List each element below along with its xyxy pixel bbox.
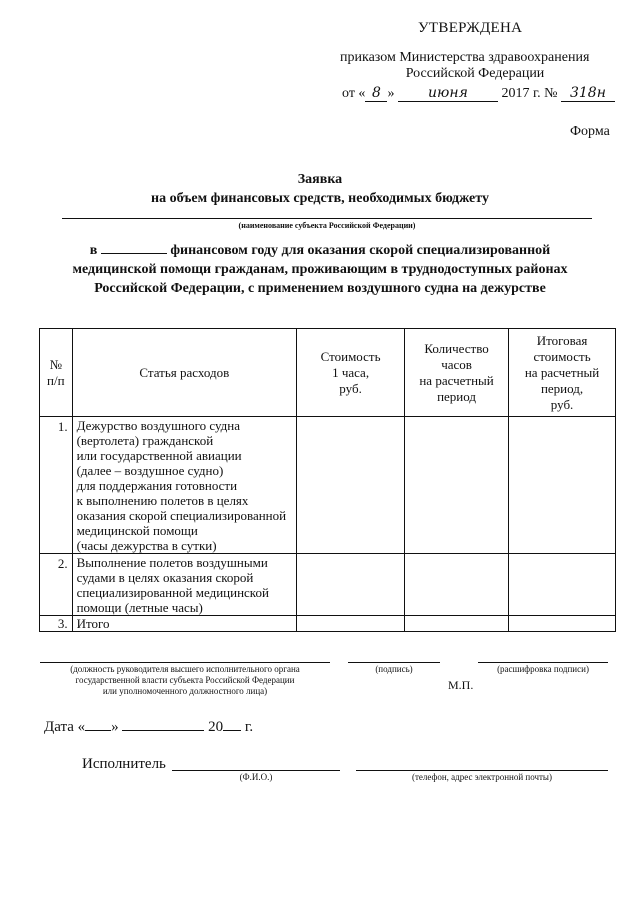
order-prefix: от « — [342, 86, 366, 101]
row-total-cell[interactable] — [509, 417, 616, 554]
order-number: 318н — [561, 86, 615, 102]
row-cost-cell[interactable] — [297, 616, 405, 632]
row-hours-cell[interactable] — [405, 554, 509, 616]
executor-contact-caption: (телефон, адрес электронной почты) — [412, 772, 552, 782]
paragraph-line-1: финансовом году для оказания скорой специализированной — [170, 243, 551, 258]
decoding-caption: (расшифровка подписи) — [497, 664, 589, 674]
position-line[interactable] — [40, 662, 330, 663]
order-date-line — [342, 86, 615, 102]
header-total: Итоговая стоимость на расчетный период, руб. — [509, 329, 616, 417]
executor-fio-caption: (Ф.И.О.) — [239, 772, 273, 782]
subject-name-caption: (наименование субъекта Российской Федерации) — [238, 221, 416, 230]
approved-label: УТВЕРЖДЕНА — [418, 20, 523, 36]
executor-contact-line[interactable] — [356, 770, 608, 771]
signature-caption: (подпись) — [375, 664, 413, 674]
order-line-2: Российской Федерации — [405, 66, 545, 81]
row-num: 3. — [40, 616, 73, 632]
stamp-place: М.П. — [448, 678, 474, 692]
row-num: 1. — [40, 417, 73, 554]
paragraph-line-2: медицинской помощи гражданам, проживающим в труднодоступных районах — [72, 262, 568, 277]
signature-line[interactable] — [348, 662, 440, 663]
table-row — [40, 554, 616, 616]
executor-label: Исполнитель — [82, 756, 166, 772]
table-row — [40, 417, 616, 554]
executor-fio-line[interactable] — [172, 770, 340, 771]
document-title: Заявка — [297, 172, 343, 187]
date-suffix: г. — [244, 719, 254, 735]
year-blank[interactable] — [101, 240, 167, 254]
order-mid: » — [387, 86, 395, 101]
paragraph-line-3: Российской Федерации, с применением воздушного судна на дежурстве — [94, 281, 546, 296]
subject-name-line — [62, 218, 592, 219]
form-label: Форма — [570, 124, 610, 139]
row-hours-cell[interactable] — [405, 616, 509, 632]
row-item: Выполнение полетов воздушными судами в целях оказания скорой специализированной медицинской помощи (летные часы) — [72, 554, 297, 616]
table-header-row — [40, 329, 616, 417]
order-day: 8 — [365, 86, 387, 102]
row-total-cell[interactable] — [509, 554, 616, 616]
row-hours-cell[interactable] — [405, 417, 509, 554]
table-row — [40, 616, 616, 632]
date-line — [44, 718, 253, 736]
decoding-line[interactable] — [478, 662, 608, 663]
request-description — [40, 240, 600, 298]
header-item: Статья расходов — [72, 329, 297, 417]
expense-table — [39, 328, 616, 632]
year-prefix: в — [89, 243, 98, 258]
order-month: июня — [398, 86, 498, 102]
row-num: 2. — [40, 554, 73, 616]
order-year: 2017 г. № — [501, 86, 558, 101]
position-caption: (должность руководителя высшего исполнительного органа государственной власти субъекта Российской Федерации или уполномоченного должностного лица) — [70, 664, 300, 696]
date-label: Дата « — [44, 719, 86, 735]
document-subtitle: на объем финансовых средств, необходимых бюджету — [151, 191, 489, 206]
row-total-cell[interactable] — [509, 616, 616, 632]
order-line-1: приказом Министерства здравоохранения — [340, 50, 590, 65]
header-hours: Количество часов на расчетный период — [405, 329, 509, 417]
row-cost-cell[interactable] — [297, 554, 405, 616]
date-mid: » — [111, 719, 119, 735]
row-item: Итого — [72, 616, 297, 632]
date-day-blank[interactable] — [85, 718, 111, 731]
date-century: 20 — [208, 719, 224, 735]
date-month-blank[interactable] — [122, 718, 204, 731]
header-num: № п/п — [40, 329, 73, 417]
header-cost: Стоимость 1 часа, руб. — [297, 329, 405, 417]
row-item: Дежурство воздушного судна (вертолета) гражданской или государственной авиации (далее – воздушное судно) для поддержания готовности к выполнению полетов в целях оказания скорой специализированной медицинской помощи (часы дежурства в сутки) — [72, 417, 297, 554]
date-year-blank[interactable] — [223, 718, 241, 731]
row-cost-cell[interactable] — [297, 417, 405, 554]
